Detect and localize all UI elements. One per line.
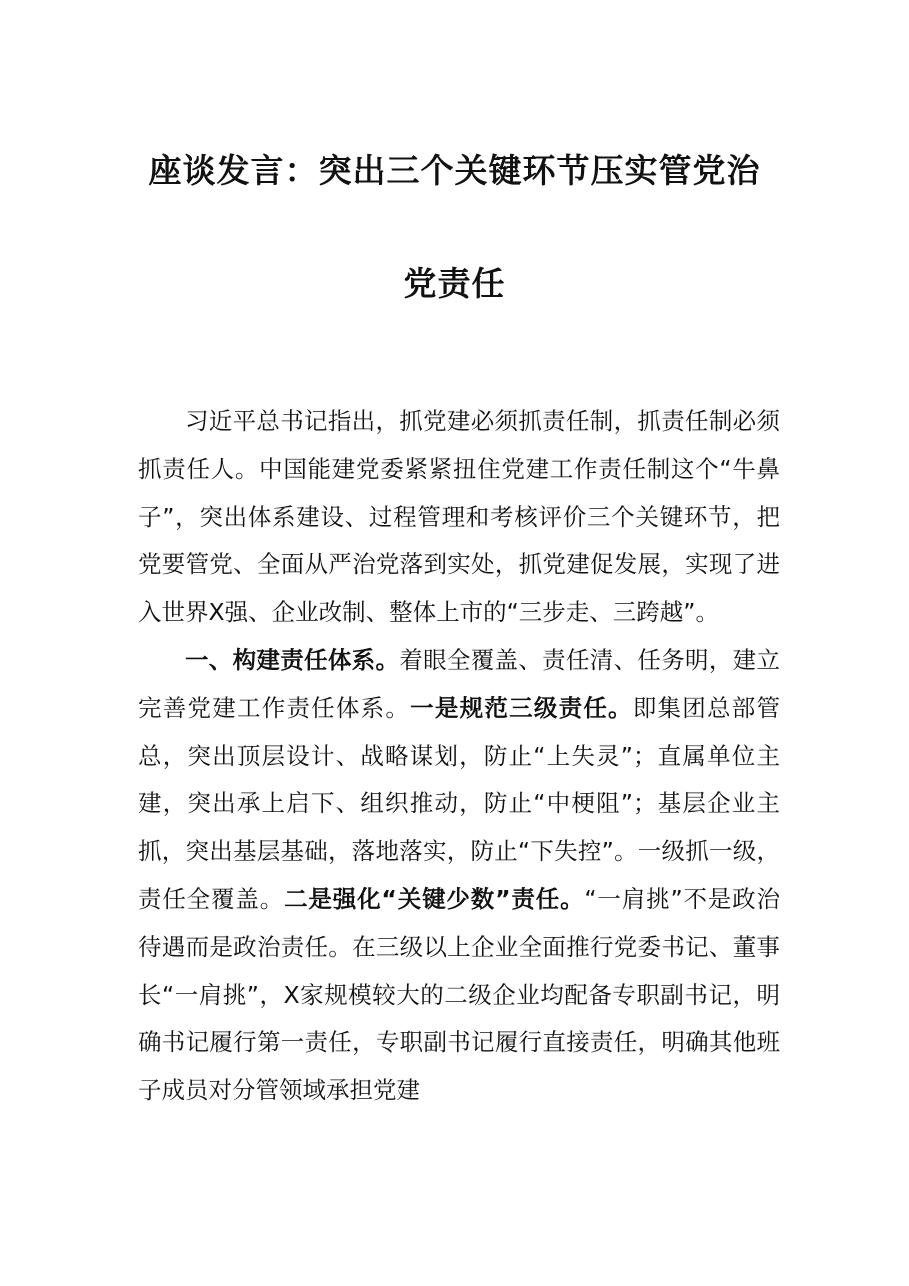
intro-paragraph: 习近平总书记指出，抓党建必须抓责任制，抓责任制必须抓责任人。中国能建党委紧紧扭住党建工作责任制这个“牛鼻子”，突出体系建设、过程管理和考核评价三个关键环节，把党要管党、全面从严治党落到实处，抓党建促发展，实现了进入世界X强、企业改制、整体上市的“三步走、三跨越”。: [138, 407, 780, 627]
document-body: [138, 398, 780, 1115]
document-title-line-2: 党责任: [403, 264, 506, 303]
section-one-intro: 着眼全覆盖、责任清、任务明，建立完善党建工作责任体系。: [138, 645, 780, 722]
section-one-heading: 一、构建责任体系。: [185, 645, 400, 674]
document-title-line-1: 座谈发言：突出三个关键环节压实管党治: [148, 151, 761, 190]
subpoint-two-heading: 二是强化“关键少数”责任。: [284, 884, 585, 913]
subpoint-two-text: “一肩挑”不是政治待遇而是政治责任。在三级以上企业全面推行党委书记、董事长“一肩挑”，X家规模较大的二级企业均配备专职副书记，明确书记履行第一责任，专职副书记履行直接责任，明确其他班子成员对分管领域承担党建: [138, 884, 780, 1105]
section-one-paragraph: [138, 637, 780, 1115]
subpoint-one-heading: 一是规范三级责任。: [410, 693, 633, 722]
subpoint-one-text: 即集团总部管总，突出顶层设计、战略谋划，防止“上失灵”；直属单位主建，突出承上启下、组织推动，防止“中梗阻”；基层企业主抓，突出基层基础，落地落实，防止“下失控”。一级抓一级，责任全覆盖。: [138, 693, 781, 913]
